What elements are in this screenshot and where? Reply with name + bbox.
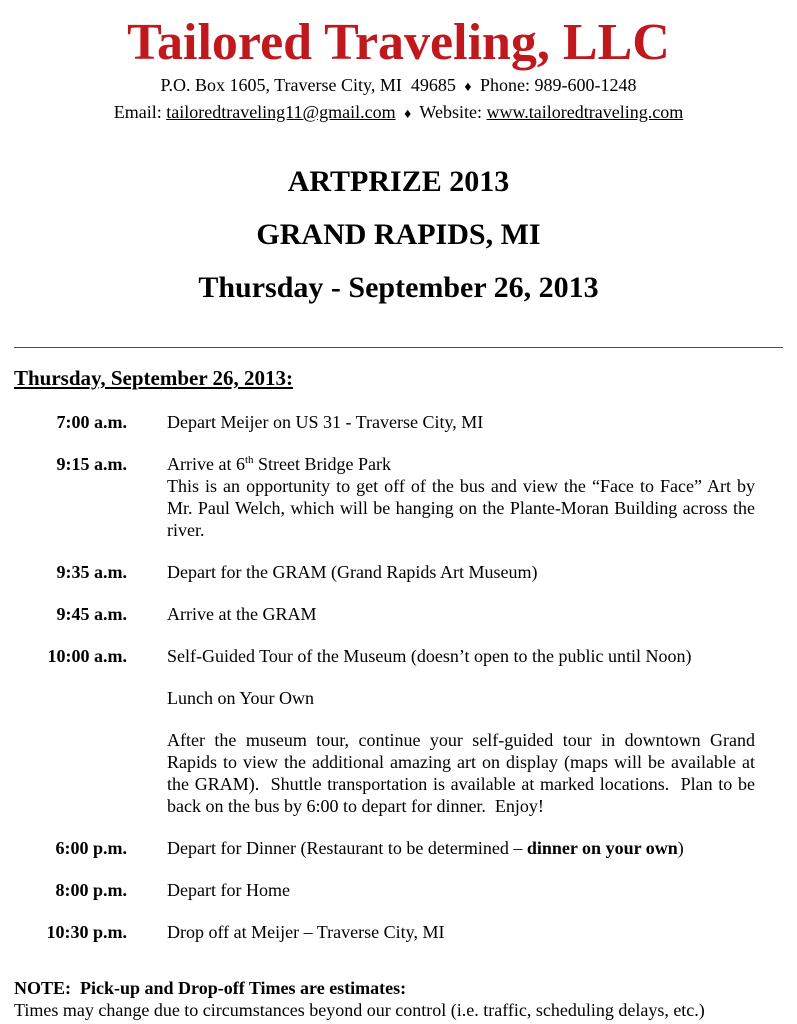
superscript-ordinal: th xyxy=(244,454,254,466)
schedule-time: 8:00 p.m. xyxy=(55,880,127,900)
schedule-row xyxy=(14,837,783,859)
schedule-description: Arrive at the GRAM xyxy=(167,604,317,624)
schedule-time: 9:35 a.m. xyxy=(56,562,127,582)
schedule-text: Arrive at 6 xyxy=(167,454,245,474)
schedule-description: Depart for the GRAM (Grand Rapids Art Museum) xyxy=(167,562,538,582)
schedule-time: 7:00 a.m. xyxy=(56,412,127,432)
email-link[interactable]: tailoredtraveling11@gmail.com xyxy=(166,102,396,122)
phone-text: Phone: 989-600-1248 xyxy=(480,75,637,95)
address-phone-line xyxy=(14,74,783,99)
diamond-separator-icon: ♦ xyxy=(464,80,472,95)
address-text: P.O. Box 1605, Traverse City, MI 49685 xyxy=(160,75,456,95)
schedule-time: 6:00 p.m. xyxy=(55,838,127,858)
event-date: Thursday - September 26, 2013 xyxy=(198,271,599,304)
schedule-row xyxy=(14,453,783,541)
schedule-time: 10:30 p.m. xyxy=(46,922,127,942)
schedule-row xyxy=(14,603,783,625)
schedule-time xyxy=(14,687,127,709)
schedule-row xyxy=(14,921,783,943)
schedule-paragraph: This is an opportunity to get off of the bus and view the “Face to Face” Art by Mr. Paul Welch, which will be hanging on the Plante-Moran Building across the river. xyxy=(167,476,755,540)
website-label: Website: xyxy=(419,102,487,122)
schedule-description: Drop off at Meijer – Traverse City, MI xyxy=(167,922,445,942)
schedule-description: Depart Meijer on US 31 - Traverse City, MI xyxy=(167,412,484,432)
email-label: Email: xyxy=(113,102,167,122)
schedule-paragraph: After the museum tour, continue your self-guided tour in downtown Grand Rapids to view the additional amazing art on display (maps will be available at the GRAM). Shuttle transportation is available at marked locations. Plan to be back on the bus by 6:00 to depart for dinner. Enjoy! xyxy=(167,730,755,816)
schedule-line xyxy=(167,453,755,475)
event-location: GRAND RAPIDS, MI xyxy=(256,218,541,251)
schedule-row xyxy=(14,411,783,433)
schedule-description xyxy=(167,453,755,541)
horizontal-divider xyxy=(14,347,783,348)
schedule-row xyxy=(14,879,783,901)
schedule-text: Street Bridge Park xyxy=(253,454,392,474)
schedule-description: Depart for Home xyxy=(167,880,290,900)
note-text: Times may change due to circumstances beyond our control (i.e. traffic, scheduling delays, etc.) xyxy=(14,1000,705,1020)
company-title: Tailored Traveling, LLC xyxy=(127,14,670,71)
note-heading: NOTE: Pick-up and Drop-off Times are estimates: xyxy=(14,978,407,998)
schedule-row xyxy=(14,687,783,709)
schedule-row xyxy=(14,729,783,817)
website-link[interactable]: www.tailoredtraveling.com xyxy=(486,102,684,122)
schedule-time: 9:15 a.m. xyxy=(56,454,127,474)
schedule-description: Lunch on Your Own xyxy=(167,688,315,708)
schedule-description xyxy=(167,837,755,859)
schedule-time: 10:00 a.m. xyxy=(47,646,127,666)
schedule-time: 9:45 a.m. xyxy=(56,604,127,624)
schedule-row xyxy=(14,561,783,583)
diamond-separator-icon: ♦ xyxy=(404,107,412,122)
footer-note xyxy=(14,977,783,1021)
emphasized-text: dinner on your own xyxy=(526,838,678,858)
schedule-description: Self-Guided Tour of the Museum (doesn’t open to the public until Noon) xyxy=(167,646,692,666)
event-title: ARTPRIZE 2013 xyxy=(287,165,510,198)
schedule-text: Depart for Dinner (Restaurant to be determined – xyxy=(167,838,527,858)
schedule-day-heading: Thursday, September 26, 2013: xyxy=(14,366,294,390)
schedule-text: ) xyxy=(677,838,684,858)
schedule-row xyxy=(14,645,783,667)
email-website-line xyxy=(14,101,783,126)
schedule-time xyxy=(14,729,127,817)
